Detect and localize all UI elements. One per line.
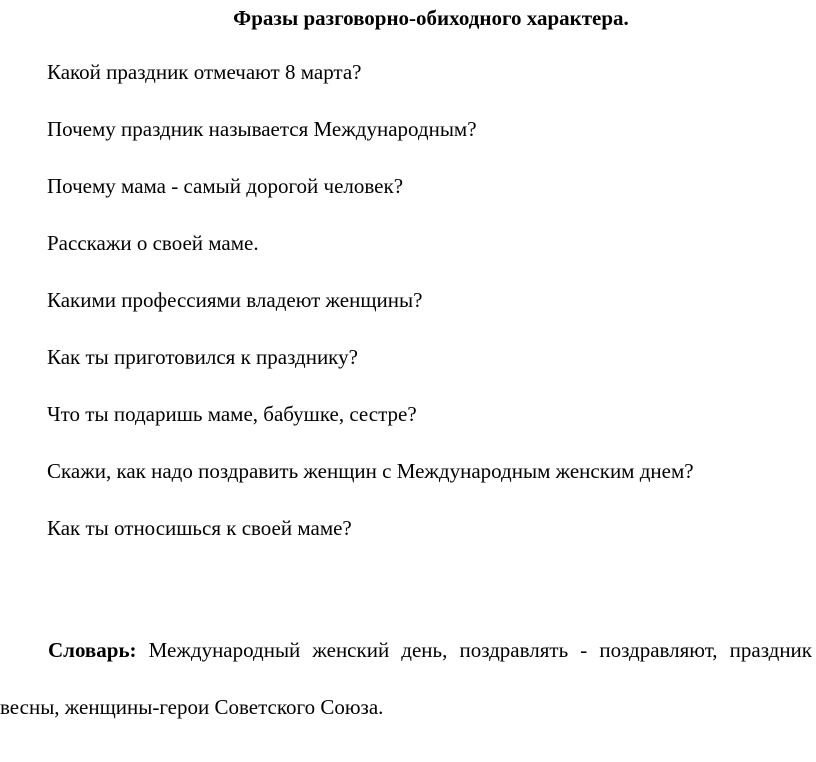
question-item: Расскажи о своей маме. bbox=[47, 231, 259, 255]
question-item: Почему праздник называется Международным? bbox=[47, 117, 477, 141]
question-item: Что ты подаришь маме, бабушке, сестре? bbox=[47, 402, 417, 426]
vocabulary-text: Международный женский день, поздравлять - поздравляют, праздник весны, женщины-герои Советского Союза. bbox=[0, 638, 813, 719]
question-item: Какой праздник отмечают 8 марта? bbox=[47, 60, 362, 84]
question-list bbox=[47, 60, 694, 573]
question-item: Скажи, как надо поздравить женщин с Международным женским днем? bbox=[47, 459, 694, 483]
question-item: Почему мама - самый дорогой человек? bbox=[47, 174, 404, 198]
vocabulary-label: Словарь: bbox=[48, 638, 137, 662]
vocabulary-paragraph bbox=[0, 622, 812, 736]
question-item: Какими профессиями владеют женщины? bbox=[47, 288, 423, 312]
question-item: Как ты относишься к своей маме? bbox=[47, 516, 352, 540]
question-item: Как ты приготовился к празднику? bbox=[47, 345, 358, 369]
document-title: Фразы разговорно-обиходного характера. bbox=[233, 6, 629, 30]
